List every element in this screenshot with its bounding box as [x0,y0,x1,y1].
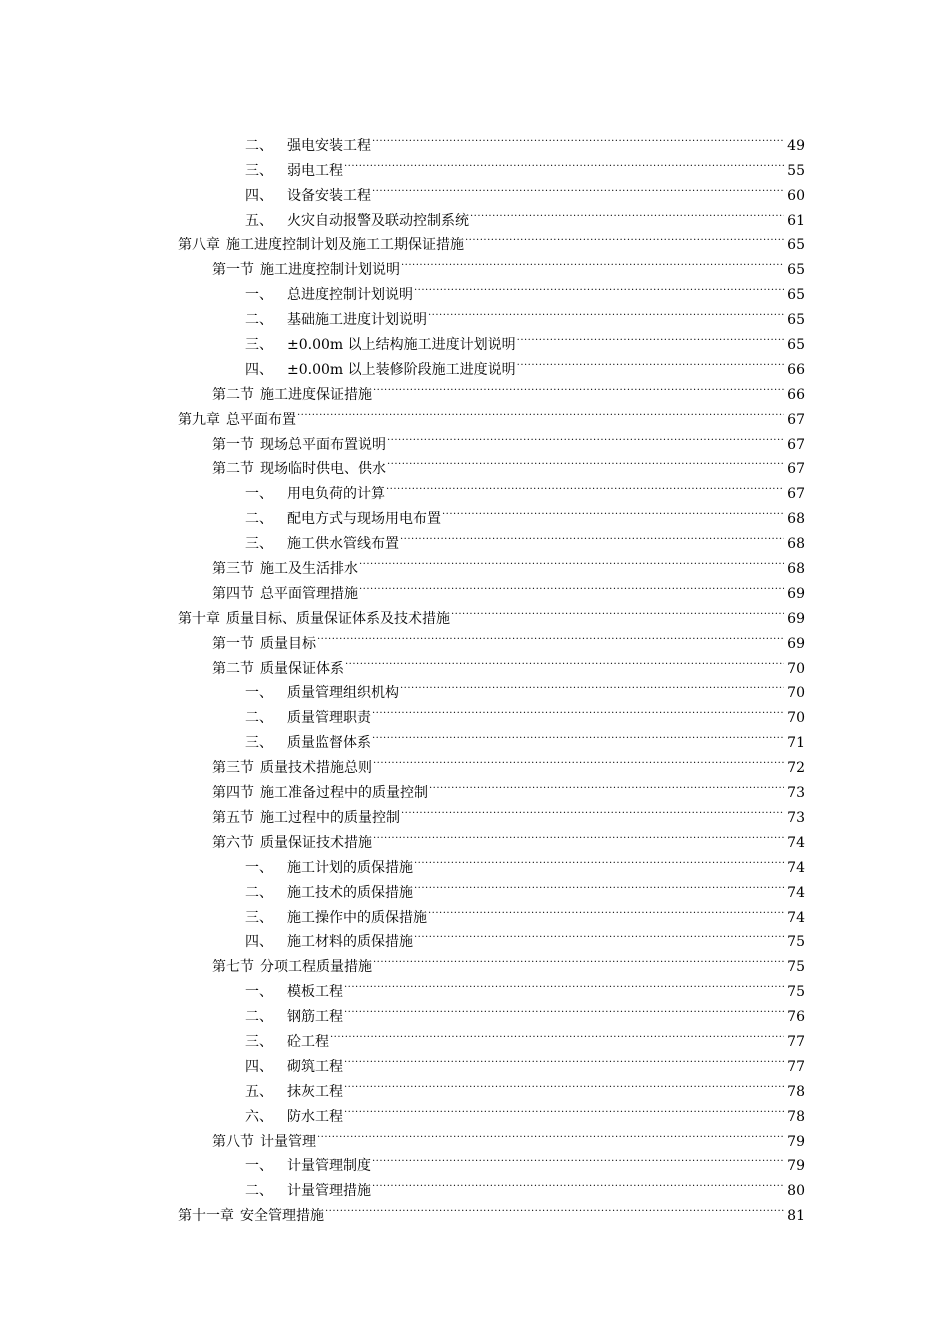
toc-entry-number: 第十一章 [178,1208,234,1225]
toc-entry-title: 总平面管理措施 [260,585,358,602]
toc-entry-number: 第九章 [178,411,220,428]
toc-dot-leader [359,573,784,598]
toc-dot-leader [517,349,784,374]
toc-subsection-entry[interactable] [0,1046,950,1075]
toc-page-number: 67 [787,486,805,503]
toc-entry-number: 第八节 [212,1133,254,1150]
toc-dot-leader [428,897,784,922]
toc-entry-number: 第一节 [212,436,254,453]
toc-subsection-entry[interactable] [0,872,950,901]
toc-entry-number: 第四节 [212,585,254,602]
toc-entry-title: 质量目标 [260,635,316,652]
toc-entry-number: 三、 [245,909,273,926]
toc-entry-number: 三、 [245,1033,273,1050]
toc-dot-leader [386,473,784,498]
toc-entry-title: 模板工程 [287,984,343,1001]
toc-entry-number: 五、 [245,1083,273,1100]
toc-entry-title: 施工操作中的质保措施 [287,909,427,926]
toc-page-number: 66 [787,361,805,378]
toc-chapter-entry[interactable] [0,598,950,627]
toc-page-number: 69 [787,610,805,627]
toc-subsection-entry[interactable] [0,971,950,1001]
toc-entry-number: 第六节 [212,834,254,851]
toc-entry-title: 配电方式与现场用电布置 [287,511,441,528]
toc-entry-number: 第二节 [212,386,254,403]
toc-entry-number: 一、 [245,859,273,876]
toc-dot-leader [373,822,784,847]
toc-page-number: 65 [787,312,805,329]
toc-subsection-entry[interactable] [0,673,950,702]
toc-page-number: 66 [787,386,805,403]
toc-entry-title: 施工准备过程中的质量控制 [260,785,428,802]
toc-page-number: 70 [787,685,805,702]
toc-entry-title: 计量管理 [260,1133,316,1150]
toc-dot-leader [345,648,784,673]
toc-subsection-entry[interactable] [0,897,950,926]
toc-dot-leader [387,449,784,474]
toc-dot-leader [344,996,784,1021]
toc-dot-leader [317,623,784,648]
toc-dot-leader [442,498,784,523]
toc-dot-leader [414,872,784,897]
toc-entry-title: 施工进度控制计划说明 [260,262,400,279]
toc-dot-leader [401,797,784,822]
toc-entry-title: 分项工程质量措施 [260,959,372,976]
toc-entry-number: 二、 [245,1009,273,1026]
toc-page-number: 68 [787,536,805,553]
toc-dot-leader [428,299,784,324]
toc-page-number: 68 [787,561,805,578]
toc-entry-title: 质量保证体系 [260,660,344,677]
toc-entry-number: 三、 [245,536,273,553]
toc-page-number: 78 [787,1083,805,1100]
toc-entry-title: 施工材料的质保措施 [287,934,413,951]
toc-dot-leader [372,697,784,722]
toc-page-number: 74 [787,859,805,876]
toc-subsection-entry[interactable] [0,200,950,229]
toc-dot-leader [400,673,784,698]
toc-entry-number: 三、 [245,337,273,354]
toc-entry-title: 用电负荷的计算 [287,486,385,503]
toc-subsection-entry[interactable] [0,349,950,378]
toc-entry-title: 砼工程 [287,1033,329,1050]
toc-chapter-entry[interactable] [0,1195,950,1225]
toc-entry-title: 火灾自动报警及联动控制系统 [287,212,469,229]
toc-entry-number: 一、 [245,685,273,702]
toc-section-entry[interactable] [0,648,950,677]
toc-page-number: 67 [787,436,805,453]
toc-entry-title: 施工进度控制计划及施工工期保证措施 [226,237,464,254]
toc-entry-title: 砌筑工程 [287,1058,343,1075]
toc-page-number: 75 [787,984,805,1001]
toc-entry-title: 施工供水管线布置 [287,536,399,553]
toc-entry-title: 施工及生活排水 [260,561,358,578]
toc-entry-number: 二、 [245,884,273,901]
toc-subsection-entry[interactable] [0,996,950,1026]
toc-entry-title: 抹灰工程 [287,1083,343,1100]
toc-dot-leader [372,175,784,200]
toc-entry-number: 第三节 [212,561,254,578]
toc-subsection-entry[interactable] [0,1170,950,1200]
toc-section-entry[interactable] [0,747,950,777]
toc-entry-number: 二、 [245,1183,273,1200]
toc-section-entry[interactable] [0,1121,950,1150]
toc-page-number: 65 [787,237,805,254]
toc-entry-number: 六、 [245,1108,273,1125]
toc-subsection-entry[interactable] [0,1096,950,1125]
toc-subsection-entry[interactable] [0,150,950,179]
toc-entry-title: 现场总平面布置说明 [260,436,386,453]
toc-entry-title: 防水工程 [287,1108,343,1125]
toc-dot-leader [414,847,784,872]
toc-dot-leader [414,922,784,947]
toc-entry-number: 二、 [245,312,273,329]
toc-entry-title: 安全管理措施 [240,1208,324,1225]
toc-dot-leader [429,772,784,797]
toc-page-number: 77 [787,1058,805,1075]
toc-dot-leader [373,747,784,772]
toc-entry-number: 一、 [245,1158,273,1175]
toc-section-entry[interactable] [0,946,950,976]
toc-entry-number: 三、 [245,162,273,179]
toc-dot-leader [372,125,784,150]
toc-entry-number: 四、 [245,187,273,204]
toc-page-number: 65 [787,262,805,279]
toc-page-number: 79 [787,1158,805,1175]
toc-entry-title: 总进度控制计划说明 [287,287,413,304]
toc-entry-title: 现场临时供电、供水 [260,461,386,478]
toc-page-number: 72 [787,760,805,777]
toc-dot-leader [330,1021,784,1046]
toc-chapter-entry[interactable] [0,225,950,254]
toc-page-number: 74 [787,909,805,926]
toc-entry-title: 强电安装工程 [287,137,371,154]
toc-page-number: 76 [787,1009,805,1026]
toc-page-number: 79 [787,1133,805,1150]
toc-entry-number: 四、 [245,934,273,951]
toc-entry-title: 钢筋工程 [287,1009,343,1026]
toc-entry-title: 设备安装工程 [287,187,371,204]
toc-subsection-entry[interactable] [0,299,950,329]
toc-page-number: 68 [787,511,805,528]
toc-entry-number: 四、 [245,1058,273,1075]
toc-page-number: 78 [787,1108,805,1125]
toc-entry-number: 第一节 [212,635,254,652]
toc-page-number: 75 [787,934,805,951]
toc-section-entry[interactable] [0,424,950,453]
toc-page-number: 69 [787,585,805,602]
toc-entry-number: 一、 [245,984,273,1001]
toc-entry-number: 第十章 [178,610,220,627]
toc-dot-leader [344,1096,784,1121]
toc-dot-leader [373,374,784,399]
toc-entry-title: 质量目标、质量保证体系及技术措施 [226,610,450,627]
toc-subsection-entry[interactable] [0,125,950,154]
toc-page-number: 65 [787,337,805,354]
toc-entry-number: 第四节 [212,785,254,802]
toc-dot-leader [344,971,784,996]
toc-entry-number: 二、 [245,137,273,154]
toc-entry-title: 质量管理职责 [287,710,371,727]
toc-dot-leader [372,1170,784,1195]
toc-section-entry[interactable] [0,548,950,578]
toc-page-number: 70 [787,710,805,727]
toc-entry-title: 施工技术的质保措施 [287,884,413,901]
toc-entry-title: 施工计划的质保措施 [287,859,413,876]
toc-entry-title: 弱电工程 [287,162,343,179]
toc-subsection-entry[interactable] [0,697,950,727]
toc-entry-title: 质量保证技术措施 [260,834,372,851]
toc-page-number: 70 [787,660,805,677]
toc-dot-leader [372,722,784,747]
toc-entry-title: 施工过程中的质量控制 [260,809,400,826]
toc-entry-title: 施工进度保证措施 [260,386,372,403]
toc-entry-title: 总平面布置 [226,411,296,428]
toc-page-number: 67 [787,411,805,428]
toc-subsection-entry[interactable] [0,498,950,528]
toc-subsection-entry[interactable] [0,847,950,876]
toc-subsection-entry[interactable] [0,922,950,951]
toc-subsection-entry[interactable] [0,274,950,304]
toc-section-entry[interactable] [0,822,950,851]
toc-dot-leader [414,274,784,299]
toc-subsection-entry[interactable] [0,324,950,354]
toc-page-number: 74 [787,834,805,851]
toc-entry-number: 第三节 [212,760,254,777]
toc-page-number: 74 [787,884,805,901]
toc-dot-leader [470,200,784,225]
toc-page-number: 67 [787,461,805,478]
toc-subsection-entry[interactable] [0,1021,950,1050]
toc-page-number: 81 [787,1208,805,1225]
toc-section-entry[interactable] [0,797,950,826]
toc-dot-leader [372,1146,784,1171]
toc-dot-leader [344,150,784,175]
toc-page-number: 60 [787,187,805,204]
toc-chapter-entry[interactable] [0,399,950,428]
toc-page-number: 75 [787,959,805,976]
toc-dot-leader [297,399,784,424]
toc-entry-number: 第五节 [212,809,254,826]
toc-entry-title: 质量监督体系 [287,735,371,752]
toc-page-number: 77 [787,1033,805,1050]
toc-subsection-entry[interactable] [0,1071,950,1100]
toc-entry-number: 第七节 [212,959,254,976]
toc-dot-leader [344,1046,784,1071]
toc-section-entry[interactable] [0,374,950,403]
toc-entry-number: 第二节 [212,660,254,677]
toc-entry-number: 一、 [245,486,273,503]
toc-dot-leader [317,1121,784,1146]
toc-subsection-entry[interactable] [0,175,950,204]
toc-entry-number: 一、 [245,287,273,304]
toc-dot-leader [401,249,784,274]
toc-entry-number: 二、 [245,511,273,528]
toc-dot-leader [465,225,784,250]
toc-entry-title: 质量技术措施总则 [260,760,372,777]
toc-section-entry[interactable] [0,573,950,602]
toc-entry-number: 三、 [245,735,273,752]
toc-page-number: 73 [787,809,805,826]
toc-subsection-entry[interactable] [0,523,950,553]
toc-section-entry[interactable] [0,623,950,652]
toc-entry-title: 计量管理措施 [287,1183,371,1200]
toc-section-entry[interactable] [0,772,950,802]
toc-section-entry[interactable] [0,249,950,279]
toc-dot-leader [344,1071,784,1096]
toc-page-number: 65 [787,287,805,304]
toc-page-number: 71 [787,735,805,752]
toc-page-number: 73 [787,785,805,802]
toc-page-number: 55 [787,162,805,179]
toc-page-number: 69 [787,635,805,652]
toc-page-number: 80 [787,1183,805,1200]
toc-entry-number: 第一节 [212,262,254,279]
toc-subsection-entry[interactable] [0,722,950,752]
toc-dot-leader [359,548,784,573]
toc-entry-number: 第二节 [212,461,254,478]
toc-entry-title: 计量管理制度 [287,1158,371,1175]
toc-subsection-entry[interactable] [0,1146,950,1175]
toc-dot-leader [387,424,784,449]
toc-dot-leader [325,1195,784,1220]
toc-dot-leader [400,523,784,548]
toc-subsection-entry[interactable] [0,473,950,503]
toc-dot-leader [451,598,784,623]
toc-entry-title: 基础施工进度计划说明 [287,312,427,329]
toc-entry-title: 质量管理组织机构 [287,685,399,702]
toc-entry-number: 第八章 [178,237,220,254]
toc-section-entry[interactable] [0,449,950,478]
toc-entry-number: 二、 [245,710,273,727]
toc-dot-leader [517,324,784,349]
toc-dot-leader [373,946,784,971]
toc-page-number: 49 [787,137,805,154]
toc-entry-title: ±0.00m 以上结构施工进度计划说明 [287,337,516,354]
table-of-contents [0,125,950,1225]
toc-entry-number: 四、 [245,361,273,378]
toc-entry-title: ±0.00m 以上装修阶段施工进度说明 [287,361,516,378]
toc-page-number: 61 [787,212,805,229]
toc-entry-number: 五、 [245,212,273,229]
